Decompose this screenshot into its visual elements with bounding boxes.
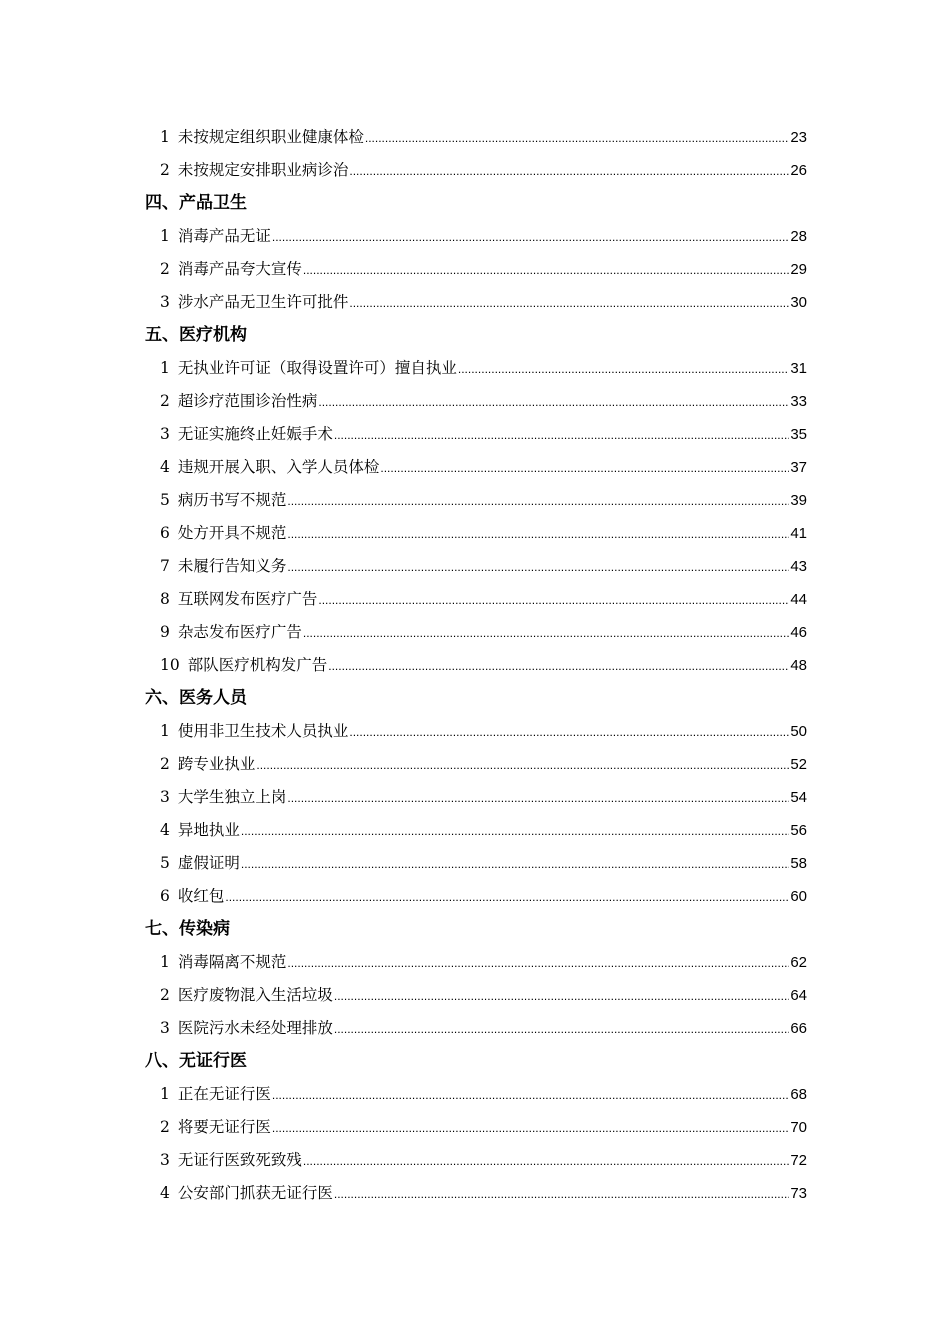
toc-entry-page-number: 50 [790, 723, 807, 740]
toc-entry[interactable] [160, 652, 807, 678]
toc-entry-number: 2 [160, 161, 170, 179]
toc-entry-page-number: 73 [790, 1185, 807, 1202]
toc-entry[interactable] [160, 421, 807, 447]
toc-entry-page-number: 46 [790, 624, 807, 641]
toc-entry-number: 3 [160, 1019, 170, 1037]
toc-section-heading: 四、产品卫生 [145, 193, 247, 213]
toc-dot-leader [458, 356, 789, 382]
toc-entry-page-number: 64 [790, 987, 807, 1004]
toc-entry-number: 3 [160, 1151, 170, 1169]
toc-entry-page-number: 44 [790, 591, 807, 608]
toc-entry-title: 虚假证明 [177, 854, 240, 872]
toc-entry-title: 将要无证行医 [177, 1118, 271, 1136]
toc-entry-number: 1 [160, 1085, 170, 1103]
toc-dot-leader [241, 818, 789, 844]
toc-dot-leader [287, 488, 789, 514]
toc-entry-page-number: 37 [790, 459, 807, 476]
toc-entry-title: 消毒产品夸大宣传 [177, 260, 302, 278]
toc-entry[interactable] [160, 157, 807, 183]
toc-entry-title: 未按规定安排职业病诊治 [177, 161, 349, 179]
toc-entry-number: 10 [160, 656, 180, 674]
toc-entry-title: 收红包 [177, 887, 225, 905]
toc-entry-page-number: 28 [790, 228, 807, 245]
toc-entry-page-number: 48 [790, 657, 807, 674]
toc-section-heading: 六、医务人员 [145, 688, 247, 708]
toc-entry-page-number: 70 [790, 1119, 807, 1136]
toc-entry-title: 使用非卫生技术人员执业 [177, 722, 349, 740]
toc-entry[interactable] [160, 1147, 807, 1173]
toc-entry-title: 杂志发布医疗广告 [177, 623, 302, 641]
toc-entry[interactable] [160, 982, 807, 1008]
toc-dot-leader [287, 554, 789, 580]
toc-entry-number: 2 [160, 1118, 170, 1136]
toc-entry-title: 公安部门抓获无证行医 [177, 1184, 333, 1202]
toc-entry-title: 处方开具不规范 [177, 524, 287, 542]
toc-dot-leader [349, 158, 789, 184]
toc-entry[interactable] [160, 223, 807, 249]
toc-entry-title: 无证行医致死致残 [177, 1151, 302, 1169]
toc-entry-page-number: 68 [790, 1086, 807, 1103]
toc-entry[interactable] [160, 1114, 807, 1140]
toc-entry-page-number: 72 [790, 1152, 807, 1169]
toc-dot-leader [334, 422, 789, 448]
toc-dot-leader [272, 1115, 789, 1141]
toc-dot-leader [303, 1148, 789, 1174]
toc-entry[interactable] [160, 751, 807, 777]
toc-entry-title: 部队医疗机构发广告 [187, 656, 328, 674]
toc-dot-leader [334, 983, 789, 1009]
toc-entry-number: 4 [160, 821, 170, 839]
toc-entry-number: 1 [160, 227, 170, 245]
toc-entry[interactable] [160, 784, 807, 810]
toc-entry-title: 消毒隔离不规范 [177, 953, 287, 971]
toc-entry-number: 6 [160, 524, 170, 542]
toc-entry-title: 未履行告知义务 [177, 557, 287, 575]
toc-dot-leader [349, 290, 789, 316]
toc-entry-page-number: 23 [790, 129, 807, 146]
toc-entry-number: 1 [160, 953, 170, 971]
toc-section-heading: 五、医疗机构 [145, 325, 247, 345]
toc-dot-leader [287, 785, 789, 811]
toc-entry-number: 4 [160, 458, 170, 476]
toc-dot-leader [272, 1082, 789, 1108]
toc-entry-number: 3 [160, 425, 170, 443]
toc-dot-leader [287, 521, 789, 547]
toc-dot-leader [334, 1016, 789, 1042]
toc-dot-leader [380, 455, 789, 481]
toc-entry[interactable] [160, 619, 807, 645]
toc-entry-number: 1 [160, 128, 170, 146]
toc-entry-title: 医院污水未经处理排放 [177, 1019, 333, 1037]
toc-entry-number: 9 [160, 623, 170, 641]
toc-section-heading: 八、无证行医 [145, 1051, 247, 1071]
toc-entry-title: 医疗废物混入生活垃圾 [177, 986, 333, 1004]
toc-dot-leader [334, 1181, 789, 1207]
toc-entry-page-number: 26 [790, 162, 807, 179]
toc-entry[interactable] [160, 454, 807, 480]
toc-entry-title: 涉水产品无卫生许可批件 [177, 293, 349, 311]
toc-entry[interactable] [160, 520, 807, 546]
toc-dot-leader [318, 389, 789, 415]
toc-entry-number: 7 [160, 557, 170, 575]
toc-dot-leader [349, 719, 789, 745]
toc-entry-title: 大学生独立上岗 [177, 788, 287, 806]
toc-entry-number: 5 [160, 854, 170, 872]
toc-entry[interactable] [160, 586, 807, 612]
toc-dot-leader [256, 752, 789, 778]
toc-entry-number: 3 [160, 293, 170, 311]
toc-entry-title: 未按规定组织职业健康体检 [177, 128, 364, 146]
toc-entry-number: 5 [160, 491, 170, 509]
toc-entry-page-number: 29 [790, 261, 807, 278]
toc-entry-page-number: 66 [790, 1020, 807, 1037]
toc-entry-page-number: 62 [790, 954, 807, 971]
toc-entry-page-number: 43 [790, 558, 807, 575]
toc-entry[interactable] [160, 718, 807, 744]
toc-entry[interactable] [160, 256, 807, 282]
toc-entry-page-number: 52 [790, 756, 807, 773]
toc-entry[interactable] [160, 388, 807, 414]
toc-entry-title: 异地执业 [177, 821, 240, 839]
toc-entry-title: 正在无证行医 [177, 1085, 271, 1103]
toc-entry-page-number: 39 [790, 492, 807, 509]
toc-entry[interactable] [160, 355, 807, 381]
toc-entry-title: 消毒产品无证 [177, 227, 271, 245]
toc-entry-number: 8 [160, 590, 170, 608]
toc-entry-title: 跨专业执业 [177, 755, 256, 773]
toc-entry-page-number: 30 [790, 294, 807, 311]
toc-entry-page-number: 33 [790, 393, 807, 410]
toc-entry-page-number: 58 [790, 855, 807, 872]
toc-entry-number: 2 [160, 260, 170, 278]
toc-entry-number: 3 [160, 788, 170, 806]
toc-entry-page-number: 56 [790, 822, 807, 839]
toc-entry-number: 2 [160, 392, 170, 410]
toc-entry[interactable] [160, 883, 807, 909]
toc-entry-page-number: 35 [790, 426, 807, 443]
toc-entry-title: 无执业许可证（取得设置许可）擅自执业 [177, 359, 457, 377]
toc-dot-leader [303, 620, 789, 646]
toc-entry-title: 互联网发布医疗广告 [177, 590, 318, 608]
toc-dot-leader [287, 950, 789, 976]
toc-entry[interactable] [160, 487, 807, 513]
toc-entry-number: 2 [160, 986, 170, 1004]
toc-dot-leader [272, 224, 789, 250]
toc-entry-number: 1 [160, 359, 170, 377]
toc-entry[interactable] [160, 124, 807, 150]
toc-entry-title: 病历书写不规范 [177, 491, 287, 509]
toc-entry[interactable] [160, 289, 807, 315]
toc-entry-page-number: 54 [790, 789, 807, 806]
toc-entry-number: 4 [160, 1184, 170, 1202]
toc-entry[interactable] [160, 1180, 807, 1206]
toc-dot-leader [328, 653, 789, 679]
toc-entry-number: 6 [160, 887, 170, 905]
toc-dot-leader [318, 587, 789, 613]
toc-entry[interactable] [160, 1081, 807, 1107]
toc-entry[interactable] [160, 1015, 807, 1041]
toc-dot-leader [241, 851, 789, 877]
toc-dot-leader [225, 884, 789, 910]
toc-dot-leader [365, 125, 789, 151]
toc-dot-leader [303, 257, 789, 283]
toc-entry[interactable] [160, 817, 807, 843]
toc-entry[interactable] [160, 949, 807, 975]
toc-entry-title: 超诊疗范围诊治性病 [177, 392, 318, 410]
toc-entry-number: 2 [160, 755, 170, 773]
toc-entry[interactable] [160, 553, 807, 579]
toc-entry-page-number: 60 [790, 888, 807, 905]
toc-entry[interactable] [160, 850, 807, 876]
toc-entry-title: 违规开展入职、入学人员体检 [177, 458, 380, 476]
toc-entry-title: 无证实施终止妊娠手术 [177, 425, 333, 443]
toc-entry-page-number: 31 [790, 360, 807, 377]
toc-section-heading: 七、传染病 [145, 919, 230, 939]
toc-entry-page-number: 41 [790, 525, 807, 542]
toc-entry-number: 1 [160, 722, 170, 740]
